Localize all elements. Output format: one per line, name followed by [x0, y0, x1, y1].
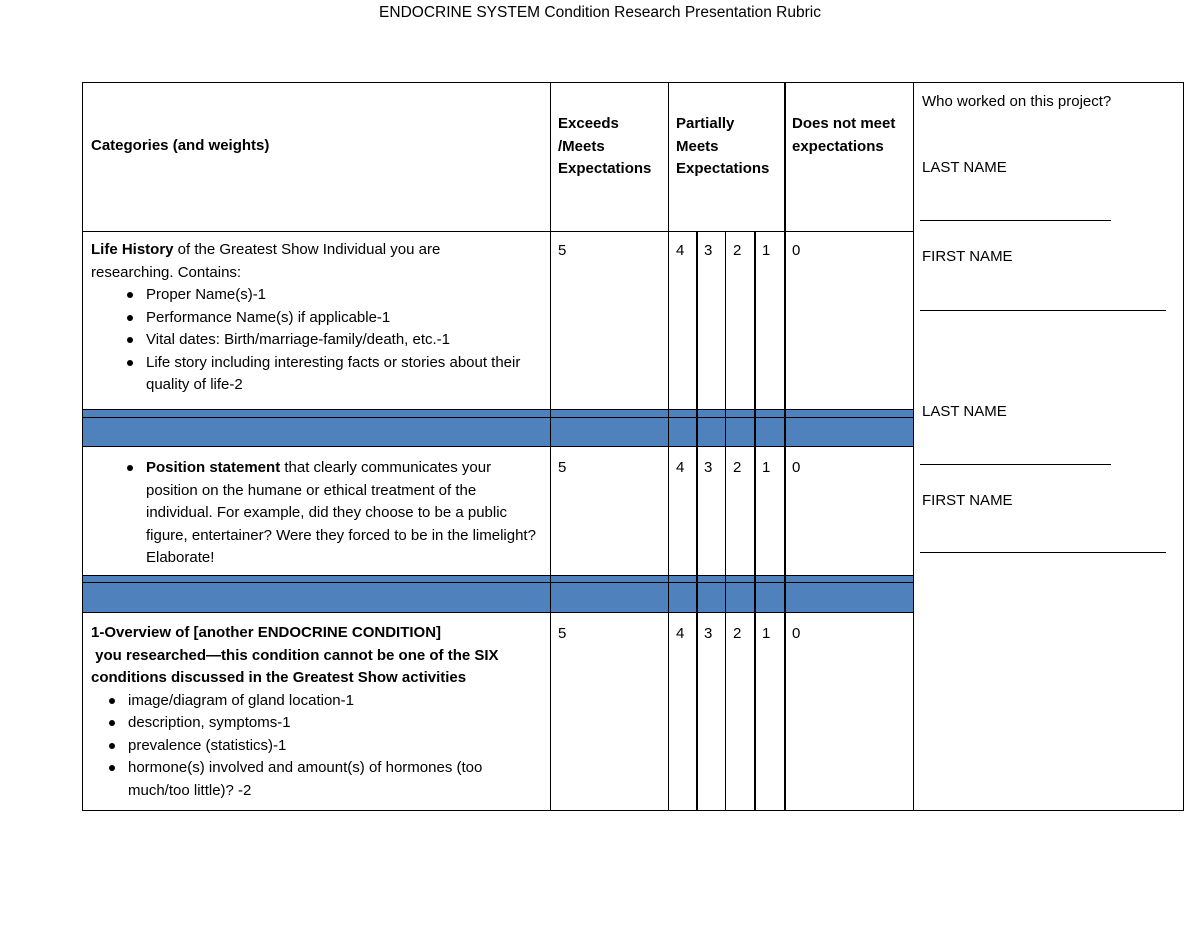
score-2: 2: [733, 242, 742, 259]
last-name-label: LAST NAME: [922, 403, 1007, 420]
row-intro-rest: of the Greatest Show Individual you are: [173, 241, 441, 258]
row-divider: [82, 446, 913, 447]
score-exceeds: 5: [558, 242, 567, 259]
position-statement-text: that clearly communicates your position on the humane or ethical treatment of the individual. For example, did they choose to be a public figure, entertainer? Were they forced to be in the limelight? Elaborate!: [146, 459, 536, 566]
list-item: [91, 457, 543, 570]
last-name-label: LAST NAME: [922, 159, 1007, 176]
column-divider: [784, 82, 786, 811]
table-border-bottom: [82, 810, 1184, 811]
header-exceeds-line: Expectations: [558, 160, 652, 177]
header-exceeds: [558, 113, 651, 181]
row-divider: [82, 612, 913, 613]
header-exceeds-line: Exceeds: [558, 115, 619, 132]
row-divider: [82, 575, 913, 576]
score-3: 3: [704, 242, 713, 259]
score-3: 3: [704, 625, 713, 642]
score-4: 4: [676, 459, 685, 476]
row-intro: [91, 239, 543, 262]
table-border-top: [82, 82, 1184, 83]
row-intro-line: you researched—this condition cannot be one of the SIX: [91, 646, 499, 664]
score-exceeds: 5: [558, 625, 567, 642]
row-life-history: [91, 239, 543, 397]
score-1: 1: [762, 459, 771, 476]
header-exceeds-line: /Meets: [558, 137, 605, 155]
page-title: ENDOCRINE SYSTEM Condition Research Presentation Rubric: [379, 4, 821, 21]
list-item: Life story including interesting facts or stories about their quality of life-2: [91, 352, 543, 397]
score-0: 0: [792, 459, 801, 476]
row-overview: [91, 622, 543, 802]
list-item: prevalence (statistics)-1: [73, 735, 543, 758]
rubric-table: [82, 82, 1184, 811]
first-name-label: FIRST NAME: [922, 492, 1013, 509]
column-divider: [550, 82, 551, 811]
score-4: 4: [676, 242, 685, 259]
score-4: 4: [676, 625, 685, 642]
score-0: 0: [792, 242, 801, 259]
name-line[interactable]: [920, 310, 1166, 311]
header-partial-line: Partially: [676, 115, 735, 132]
name-line[interactable]: [920, 464, 1111, 465]
bullet-list: [91, 457, 543, 570]
list-item: hormone(s) involved and amount(s) of hormones (too much/too little)? -2: [73, 757, 543, 802]
bullet-list: [73, 690, 543, 803]
score-exceeds: 5: [558, 459, 567, 476]
header-categories: Categories (and weights): [91, 137, 270, 154]
list-item: Vital dates: Birth/marriage-family/death, etc.-1: [91, 329, 543, 352]
list-item: Performance Name(s) if applicable-1: [91, 307, 543, 330]
header-does-not-line: Does not meet: [792, 115, 896, 132]
position-statement-bold: Position statement: [146, 459, 281, 476]
row-divider: [82, 409, 913, 410]
header-does-not-line: expectations: [792, 137, 884, 155]
header-does-not-meet: [792, 113, 895, 158]
name-line[interactable]: [920, 220, 1111, 221]
table-border-right: [1183, 82, 1184, 811]
score-divider: [725, 232, 726, 811]
score-2: 2: [733, 459, 742, 476]
score-3: 3: [704, 459, 713, 476]
row-divider: [82, 582, 913, 583]
score-divider: [754, 232, 756, 811]
bullet-list: [91, 284, 543, 397]
list-item: image/diagram of gland location-1: [73, 690, 543, 713]
score-2: 2: [733, 625, 742, 642]
row-intro-line: 1-Overview of [another ENDOCRINE CONDITION]: [91, 624, 442, 641]
column-divider: [913, 82, 914, 811]
row-divider: [82, 417, 913, 418]
first-name-label: FIRST NAME: [922, 248, 1013, 265]
row-position-statement: [91, 457, 543, 570]
row-divider: [82, 231, 913, 232]
header-partial: [676, 113, 769, 181]
sidebar-heading: Who worked on this project?: [922, 93, 1112, 110]
score-divider: [696, 232, 698, 811]
header-partial-line: Expectations: [676, 160, 770, 177]
score-0: 0: [792, 625, 801, 642]
separator-band: [83, 575, 913, 613]
column-divider: [668, 82, 669, 811]
row-intro-line: researching. Contains:: [91, 263, 242, 281]
name-line[interactable]: [920, 552, 1166, 553]
row-intro-bold: Life History: [91, 241, 174, 258]
list-item: Proper Name(s)-1: [91, 284, 543, 307]
score-1: 1: [762, 242, 771, 259]
row-intro-line: conditions discussed in the Greatest Show activities: [91, 669, 467, 686]
separator-band: [83, 409, 913, 447]
header-partial-line: Meets: [676, 137, 719, 155]
list-item: description, symptoms-1: [73, 712, 543, 735]
score-1: 1: [762, 625, 771, 642]
